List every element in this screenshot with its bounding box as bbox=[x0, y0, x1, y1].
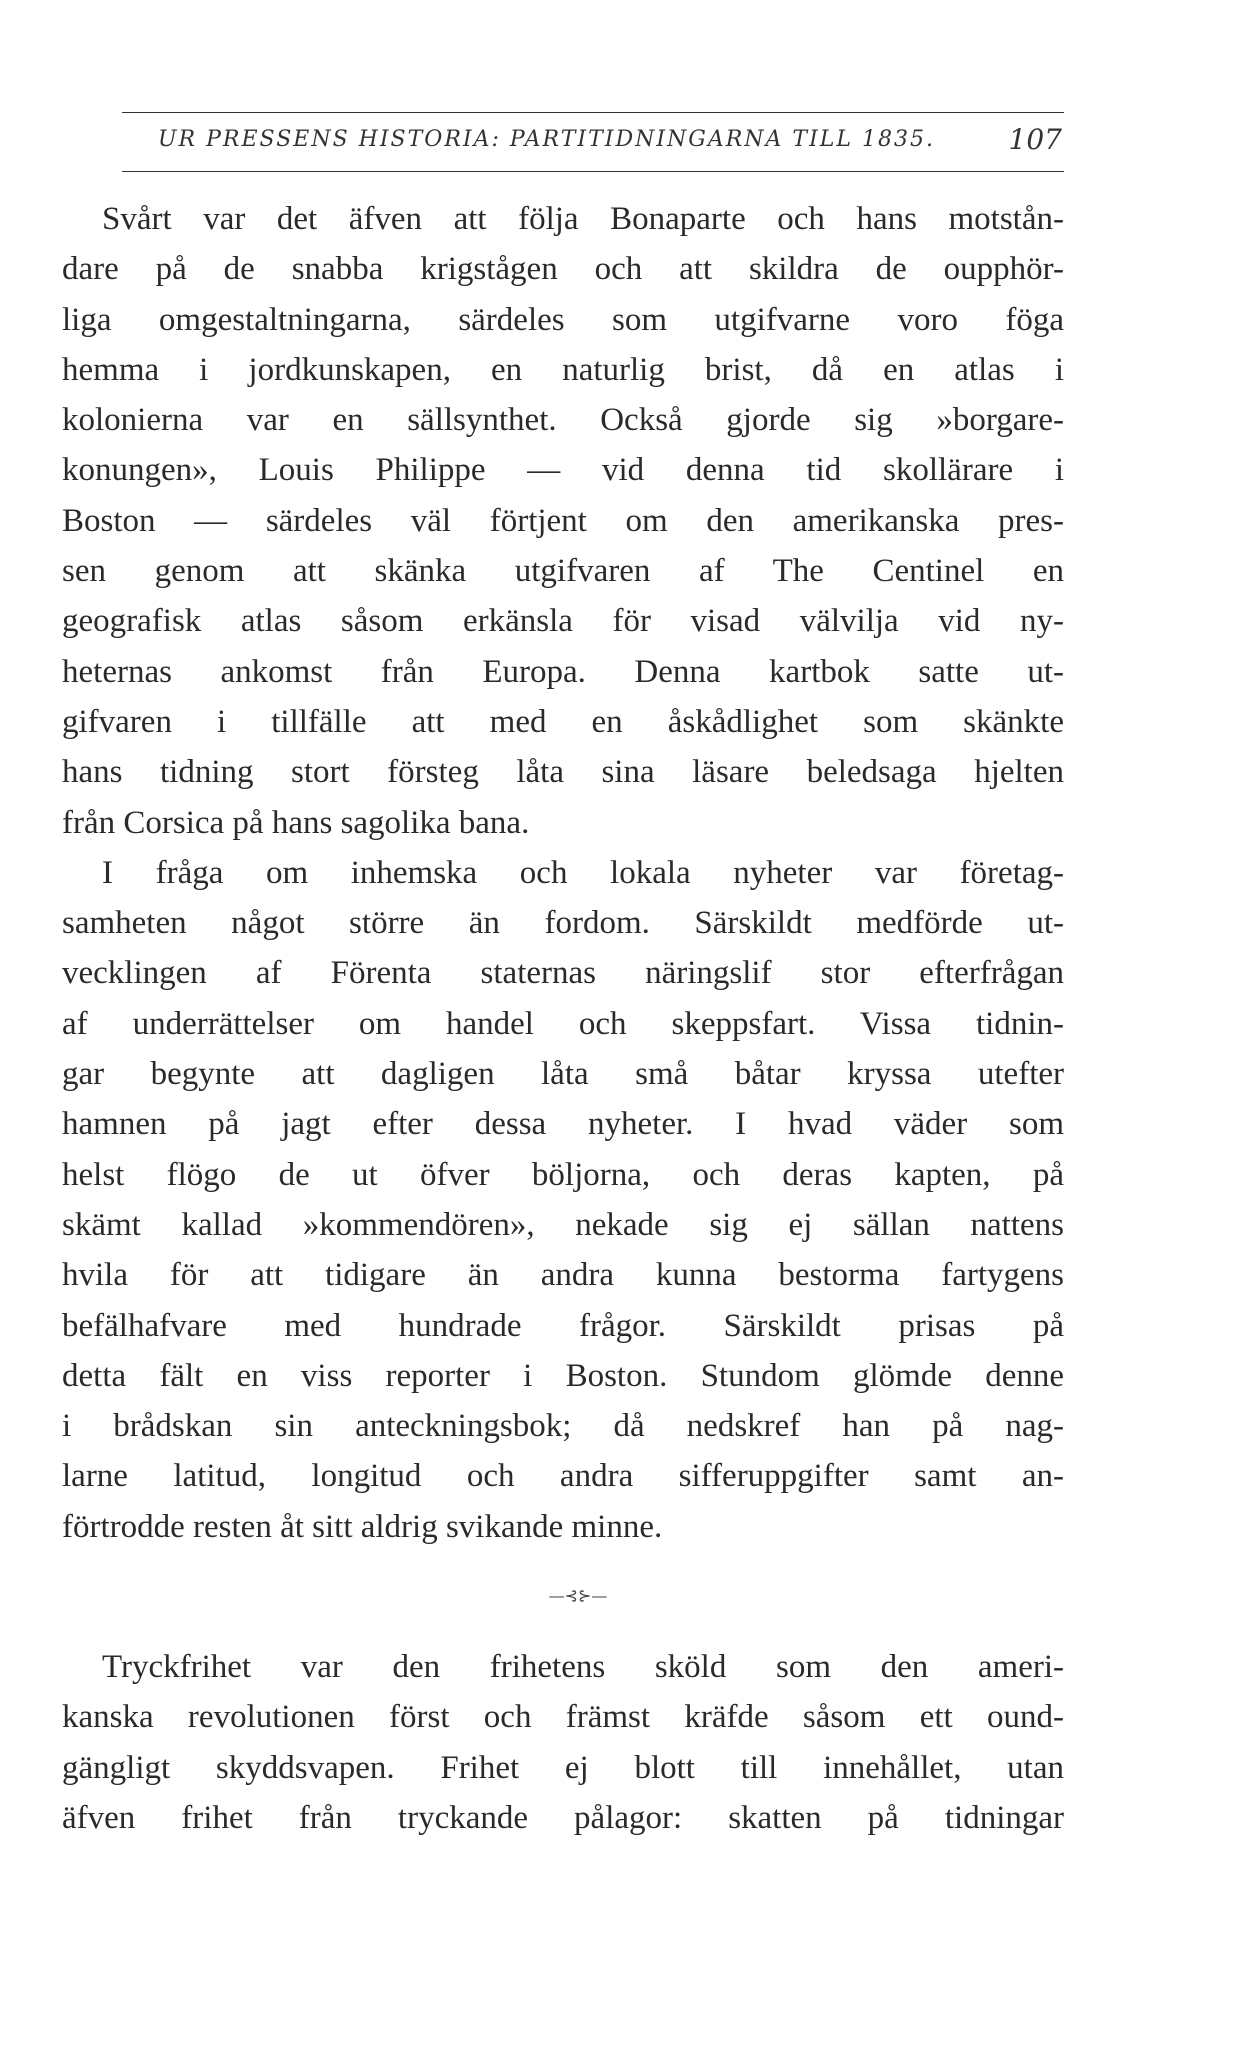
text-line: larne latitud, longitud och andra sifferuppgifter samt an- bbox=[62, 1458, 1064, 1495]
text-line: detta fält en viss reporter i Boston. Stundom glömde denne bbox=[62, 1357, 1064, 1394]
text-line: dare på de snabba krigstågen och att skildra de oupphör- bbox=[62, 251, 1064, 288]
text-line: vecklingen af Förenta staternas näringslif stor efterfrågan bbox=[62, 955, 1064, 992]
text-line: liga omgestaltningarna, särdeles som utgifvarne voro föga bbox=[62, 301, 1064, 338]
text-line: förtrodde resten åt sitt aldrig svikande minne. bbox=[62, 1508, 663, 1545]
book-page bbox=[62, 112, 1064, 1843]
text-line: Tryckfrihet var den frihetens sköld som den ameri- bbox=[102, 1649, 1064, 1686]
running-head-title: UR PRESSENS HISTORIA: PARTITIDNINGARNA TILL 1835. bbox=[158, 127, 935, 152]
text-line: i brådskan sin anteckningsbok; då nedskref han på nag- bbox=[62, 1408, 1064, 1445]
text-line: geografisk atlas såsom erkänsla för visad välvilja vid ny- bbox=[62, 603, 1064, 640]
text-line: äfven frihet från tryckande pålagor: skatten på tidningar bbox=[62, 1799, 1064, 1836]
text-line: samheten något större än fordom. Särskildt medförde ut- bbox=[62, 905, 1064, 942]
text-line: hans tidning stort försteg låta sina läsare beledsaga hjelten bbox=[62, 754, 1064, 791]
text-line: I fråga om inhemska och lokala nyheter var företag- bbox=[102, 854, 1064, 891]
text-line: skämt kallad »kommendören», nekade sig ej sällan nattens bbox=[62, 1206, 1064, 1243]
text-line: gängligt skyddsvapen. Frihet ej blott till innehållet, utan bbox=[62, 1749, 1064, 1786]
text-line: helst flögo de ut öfver böljorna, och deras kapten, på bbox=[62, 1156, 1064, 1193]
text-line: sen genom att skänka utgifvaren af The Centinel en bbox=[62, 553, 1064, 590]
text-line: gar begynte att dagligen låta små båtar kryssa utefter bbox=[62, 1056, 1064, 1093]
page-number: 107 bbox=[1008, 123, 1062, 156]
text-line: konungen», Louis Philippe — vid denna tid skollärare i bbox=[62, 452, 1064, 489]
text-line: af underrättelser om handel och skeppsfart. Vissa tidnin- bbox=[62, 1005, 1064, 1042]
text-line: från Corsica på hans sagolika bana. bbox=[62, 804, 530, 841]
paragraph-3 bbox=[62, 1642, 1064, 1843]
body-text bbox=[62, 194, 1064, 1843]
paragraph-1 bbox=[62, 194, 1064, 848]
text-line: Svårt var det äfven att följa Bonaparte och hans motstån- bbox=[102, 201, 1064, 237]
text-line: heternas ankomst från Europa. Denna kartbok satte ut- bbox=[62, 653, 1064, 690]
text-line: hemma i jordkunskapen, en naturlig brist, då en atlas i bbox=[62, 351, 1064, 388]
text-line: gifvaren i tillfälle att med en åskådlighet som skänkte bbox=[62, 703, 1064, 740]
text-line: kolonierna var en sällsynthet. Också gjorde sig »borgare- bbox=[62, 402, 1064, 439]
section-ornament: —⊰⊱— bbox=[548, 1586, 608, 1606]
text-line: kanska revolutionen först och främst kräfde såsom ett ound- bbox=[62, 1699, 1064, 1736]
paragraph-2 bbox=[62, 848, 1064, 1552]
text-line: befälhafvare med hundrade frågor. Särskildt prisas på bbox=[62, 1307, 1064, 1344]
text-line: hvila för att tidigare än andra kunna bestorma fartygens bbox=[62, 1257, 1064, 1294]
text-line: hamnen på jagt efter dessa nyheter. I hvad väder som bbox=[62, 1106, 1064, 1143]
text-line: Boston — särdeles väl förtjent om den amerikanska pres- bbox=[62, 502, 1064, 539]
running-head bbox=[122, 112, 1064, 172]
